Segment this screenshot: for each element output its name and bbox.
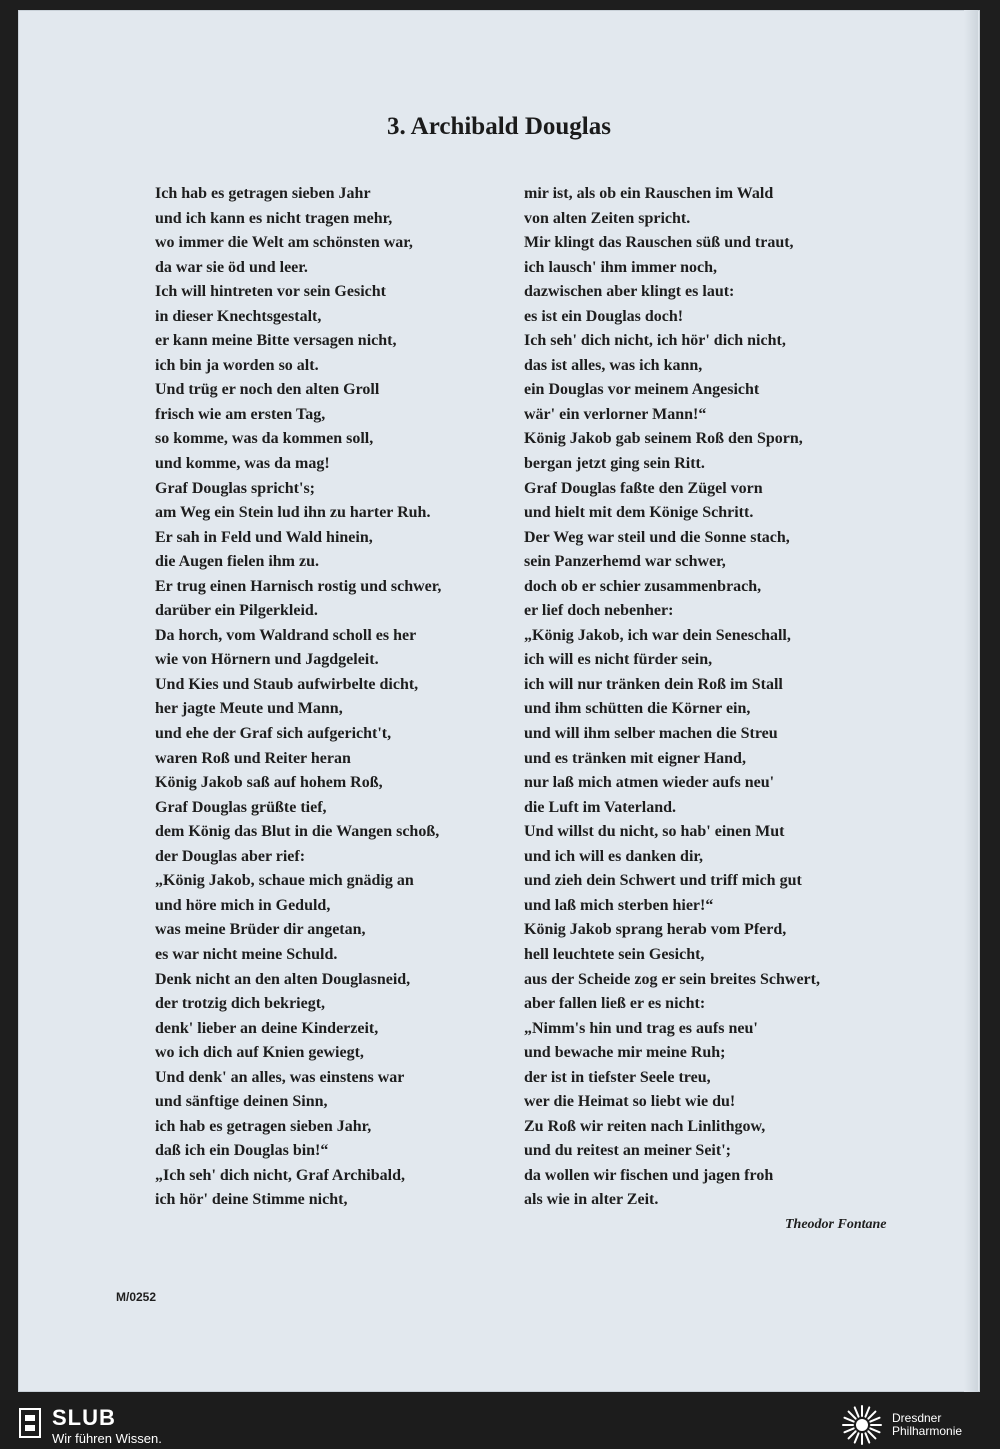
poem-line: Er trug einen Harnisch rostig und schwer, (155, 577, 442, 595)
poem-line: die Augen fielen ihm zu. (155, 553, 320, 571)
poem-line: und ihm schütten die Körner ein, (524, 700, 751, 718)
poem-line: Und willst du nicht, so hab' einen Mut (524, 823, 785, 841)
poem-line: am Weg ein Stein lud ihn zu harter Ruh. (155, 504, 431, 522)
poem-line: bergan jetzt ging sein Ritt. (524, 455, 705, 473)
poem-line: und du reitest an meiner Seit'; (524, 1142, 731, 1160)
poem-line: wo ich dich auf Knien gewiegt, (155, 1044, 364, 1062)
poem-line: als wie in alter Zeit. (524, 1191, 659, 1209)
partner-name-line2: Philharmonie (892, 1424, 963, 1438)
poem-line: und will ihm selber machen die Streu (524, 725, 778, 743)
poem-line: ich lausch' ihm immer noch, (524, 258, 718, 276)
page-edge-shadow (964, 10, 978, 1392)
poem-line: Ich seh' dich nicht, ich hör' dich nicht, (524, 332, 786, 350)
poem-line: wie von Hörnern und Jagdgeleit. (155, 651, 379, 669)
poem-line: ein Douglas vor meinem Angesicht (524, 381, 760, 399)
poem-line: Denk nicht an den alten Douglasneid, (155, 970, 411, 988)
poem-line: dem König das Blut in die Wangen schoß, (155, 823, 440, 841)
poem-line: Und denk' an alles, was einstens war (155, 1068, 405, 1086)
poem-line: aber fallen ließ er es nicht: (524, 995, 706, 1013)
poem-line: Zu Roß wir reiten nach Linlithgow, (524, 1117, 766, 1135)
poem-author: Theodor Fontane (785, 1217, 887, 1232)
poem-line: und laß mich sterben hier!“ (524, 896, 714, 914)
poem-line: doch ob er schier zusammenbrach, (524, 577, 762, 595)
poem-line: dazwischen aber klingt es laut: (524, 283, 735, 301)
poem-line: frisch wie am ersten Tag, (155, 405, 326, 423)
poem-line: da wollen wir fischen und jagen froh (524, 1166, 774, 1184)
poem-line: der Douglas aber rief: (155, 847, 306, 865)
philharmonie-sunburst-icon (840, 1403, 884, 1447)
poem-line: es ist ein Douglas doch! (524, 307, 684, 325)
poem-line: und komme, was da mag! (155, 455, 330, 473)
partner-name-line1: Dresdner (892, 1411, 942, 1425)
poem-line: Graf Douglas grüßte tief, (155, 798, 327, 816)
poem-line: Graf Douglas spricht's; (155, 479, 315, 497)
poem-line: und ich kann es nicht tragen mehr, (155, 209, 393, 227)
poem-line: er kann meine Bitte versagen nicht, (155, 332, 397, 350)
library-name: SLUB (52, 1405, 116, 1430)
poem-line: und sänftige deinen Sinn, (155, 1093, 328, 1111)
poem-line: darüber ein Pilgerkleid. (155, 602, 318, 620)
poem-line: Graf Douglas faßte den Zügel vorn (524, 479, 763, 497)
poem-column-right (524, 182, 820, 1213)
poem-line: Der Weg war steil und die Sonne stach, (524, 528, 790, 546)
poem-line: „König Jakob, ich war dein Seneschall, (524, 626, 791, 644)
poem-line: Er sah in Feld und Wald hinein, (155, 528, 373, 546)
poem-column-left (155, 182, 441, 1213)
poem-line: und ehe der Graf sich aufgericht't, (155, 725, 392, 743)
partner-logo-text (892, 1412, 962, 1438)
library-tagline: Wir führen Wissen. (52, 1431, 162, 1446)
poem-line: Mir klingt das Rauschen süß und traut, (524, 234, 794, 252)
slub-logo-icon (18, 1407, 42, 1439)
poem-line: „Nimm's hin und trag es aufs neu' (524, 1019, 758, 1037)
poem-line: mir ist, als ob ein Rauschen im Wald (524, 185, 774, 202)
poem-line: „König Jakob, schaue mich gnädig an (155, 872, 414, 890)
poem-line: König Jakob gab seinem Roß den Sporn, (524, 430, 803, 448)
document-page (18, 10, 980, 1392)
poem-line: da war sie öd und leer. (155, 258, 308, 276)
poem-line: ich will nur tränken dein Roß im Stall (524, 675, 783, 693)
poem-line: nur laß mich atmen wieder aufs neu' (524, 774, 775, 792)
poem-line: wo immer die Welt am schönsten war, (155, 234, 413, 252)
viewer-footer (0, 1400, 1000, 1449)
poem-line: hell leuchtete sein Gesicht, (524, 945, 705, 963)
poem-line: und ich will es danken dir, (524, 847, 704, 865)
poem-line: es war nicht meine Schuld. (155, 945, 338, 963)
poem-line: und hielt mit dem Könige Schritt. (524, 504, 754, 522)
poem-line: von alten Zeiten spricht. (524, 209, 691, 227)
poem-line: ich hör' deine Stimme nicht, (155, 1191, 348, 1209)
archive-reference: M/0252 (116, 1290, 157, 1304)
poem-line: wer die Heimat so liebt wie du! (524, 1093, 736, 1111)
poem-title: 3. Archibald Douglas (387, 113, 611, 140)
poem-line: das ist alles, was ich kann, (524, 356, 703, 374)
poem-line: der ist in tiefster Seele treu, (524, 1068, 711, 1086)
poem-line: sein Panzerhemd war schwer, (524, 553, 726, 571)
poem-line: waren Roß und Reiter heran (155, 749, 351, 767)
poem-line: die Luft im Vaterland. (524, 798, 677, 816)
poem-line: her jagte Meute und Mann, (155, 700, 343, 718)
poem-line: Da horch, vom Waldrand scholl es her (155, 626, 417, 644)
poem-line: ich hab es getragen sieben Jahr, (155, 1117, 372, 1135)
poem-line: und bewache mir meine Ruh; (524, 1044, 726, 1062)
poem-line: Ich hab es getragen sieben Jahr (155, 185, 371, 202)
poem-line: aus der Scheide zog er sein breites Schwert, (524, 970, 820, 988)
poem-line: der trotzig dich bekriegt, (155, 995, 326, 1013)
poem-line: in dieser Knechtsgestalt, (155, 307, 322, 325)
poem-line: ich will es nicht fürder sein, (524, 651, 713, 669)
poem-line: denk' lieber an deine Kinderzeit, (155, 1019, 379, 1037)
poem-line: Ich will hintreten vor sein Gesicht (155, 283, 386, 301)
poem-line: König Jakob sprang herab vom Pferd, (524, 921, 787, 939)
poem-line: ich bin ja worden so alt. (155, 356, 319, 374)
poem-line: Und Kies und Staub aufwirbelte dicht, (155, 675, 419, 693)
poem-line: und es tränken mit eigner Hand, (524, 749, 746, 767)
poem-line: und höre mich in Geduld, (155, 896, 331, 914)
poem-line: was meine Brüder dir angetan, (155, 921, 366, 939)
poem-line: Und trüg er noch den alten Groll (155, 381, 380, 399)
poem-line: „Ich seh' dich nicht, Graf Archibald, (155, 1166, 405, 1184)
poem-line: er lief doch nebenher: (524, 602, 674, 620)
poem-line: wär' ein verlorner Mann!“ (524, 405, 707, 423)
poem-line: so komme, was da kommen soll, (155, 430, 374, 448)
poem-line: König Jakob saß auf hohem Roß, (155, 774, 383, 792)
poem-line: und zieh dein Schwert und triff mich gut (524, 872, 802, 890)
poem-line: daß ich ein Douglas bin!“ (155, 1142, 329, 1160)
